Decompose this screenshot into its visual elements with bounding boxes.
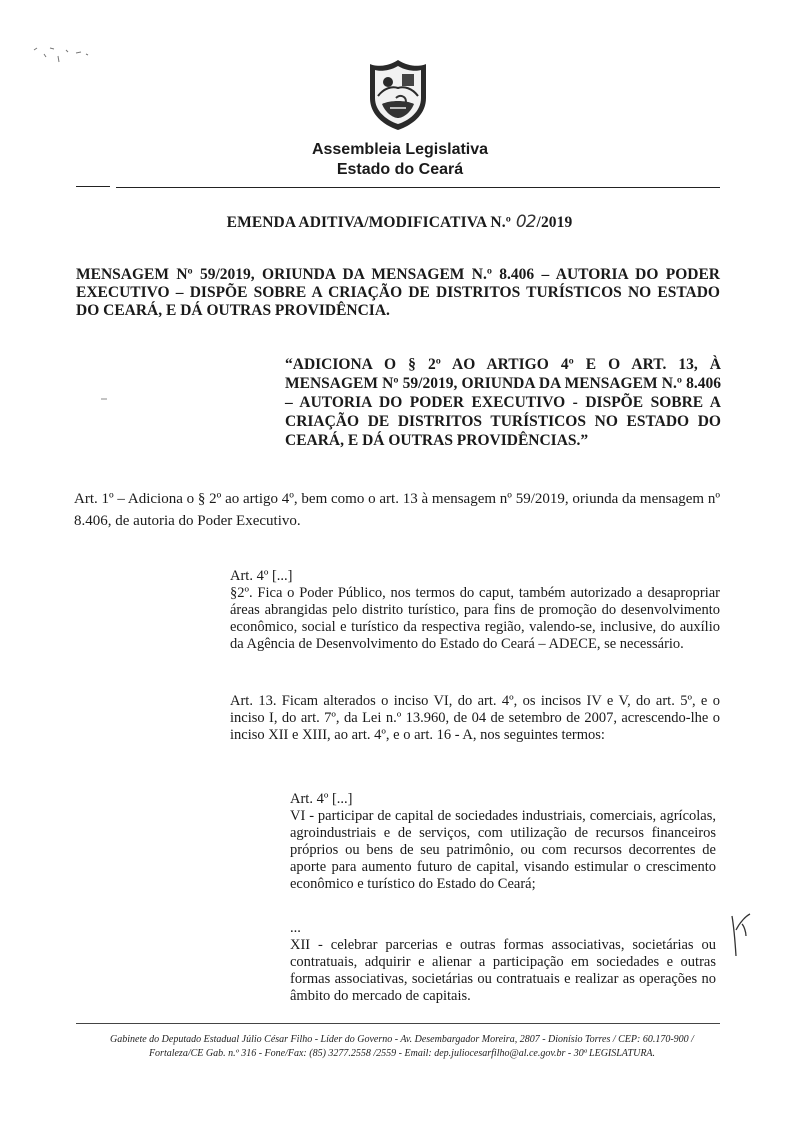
article-1: Art. 1º – Adiciona o § 2º ao artigo 4º, bem como o art. 13 à mensagem nº 59/2019, oriunda da mensagem nº 8.406, de autoria do Poder Executivo.	[74, 491, 720, 529]
institution-state: Estado do Ceará	[336, 161, 464, 178]
article-4-heading: Art. 4º [...]	[230, 568, 293, 584]
amendment-summary-quote: “ADICIONA O § 2º AO ARTIGO 4º E O ART. 13, À MENSAGEM Nº 59/2019, ORIUNDA DA MENSAGEM N.º 8.406 – AUTORIA DO PODER EXECUTIVO - DISPÕE SOBRE A CRIAÇÃO DE DISTRITOS TURÍSTICOS NO ESTADO DO CEARÁ, E DÁ OUTRAS PROVIDÊNCIAS.”	[285, 356, 721, 449]
omission-ellipsis: ...	[290, 920, 301, 936]
footer-contact-line: Fortaleza/CE Gab. n.º 316 - Fone/Fax: (85) 3277.2558 /2559 - Email: dep.juliocesarfilho@al.ce.gov.br - 30ª LEGISLATURA.	[148, 1048, 656, 1059]
header-divider	[116, 187, 720, 188]
footer-divider	[76, 1023, 720, 1024]
article-4-paragraph-2: §2º. Fica o Poder Público, nos termos do caput, também autorizado a desapropriar áreas abrangidas pelo distrito turístico, para fins de promoção do desenvolvimento econômico, social e turístico da respectiva região, valendo-se, inclusive, do auxílio da Agência de Desenvolvimento do Estado do Ceará – ADECE, se necessário.	[230, 585, 720, 652]
title-suffix: /2019	[536, 214, 573, 231]
amendment-title	[0, 212, 799, 232]
subject-heading: MENSAGEM Nº 59/2019, ORIUNDA DA MENSAGEM N.º 8.406 – AUTORIA DO PODER EXECUTIVO – DISPÕE SOBRE A CRIAÇÃO DE DISTRITOS TURÍSTICOS NO ESTADO DO CEARÁ, E DÁ OUTRAS PROVIDÊNCIA.	[76, 266, 720, 319]
scan-mark	[100, 396, 110, 402]
scan-marks	[14, 10, 104, 70]
footer-address-line: Gabinete do Deputado Estadual Júlio César Filho - Líder do Governo - Av. Desembargador Moreira, 2807 - Dionísio Torres / CEP: 60.170-900 /	[110, 1034, 694, 1045]
article-4-item-xii: XII - celebrar parcerias e outras formas associativas, societárias ou contratuais, adquirir e alienar a participação em sociedades e outras formas associativas, societárias ou contratuais e realizar as operações no âmbito do mercado de capitais.	[290, 937, 716, 1004]
office-footer	[72, 1033, 732, 1061]
ceara-state-seal-icon	[366, 58, 430, 132]
article-4-item-vi: VI - participar de capital de sociedades industriais, comerciais, agrícolas, agroindustriais e de serviços, com utilização de recursos financeiros próprios ou bens de seu patrimônio, ou com recursos decorrentes de aporte para aumento futuro de capital, visando estimular o crescimento econômico e turístico do Estado do Ceará;	[290, 808, 716, 892]
amendment-number-handwritten: 02	[515, 212, 536, 232]
title-prefix: EMENDA ADITIVA/MODIFICATIVA N.º	[226, 214, 515, 231]
institution-name: Assembleia Legislativa	[311, 141, 489, 158]
margin-initial-signature	[728, 910, 754, 960]
article-4-amended-heading: Art. 4º [...]	[290, 791, 353, 807]
article-13: Art. 13. Ficam alterados o inciso VI, do art. 4º, os incisos IV e V, do art. 5º, e o inciso I, do art. 7º, da Lei n.º 13.960, de 04 de setembro de 2007, acrescendo-lhe o inciso XII e XIII, ao art. 4º, e o art. 16 - A, nos seguintes termos:	[230, 693, 720, 743]
header-divider-short	[76, 186, 110, 187]
